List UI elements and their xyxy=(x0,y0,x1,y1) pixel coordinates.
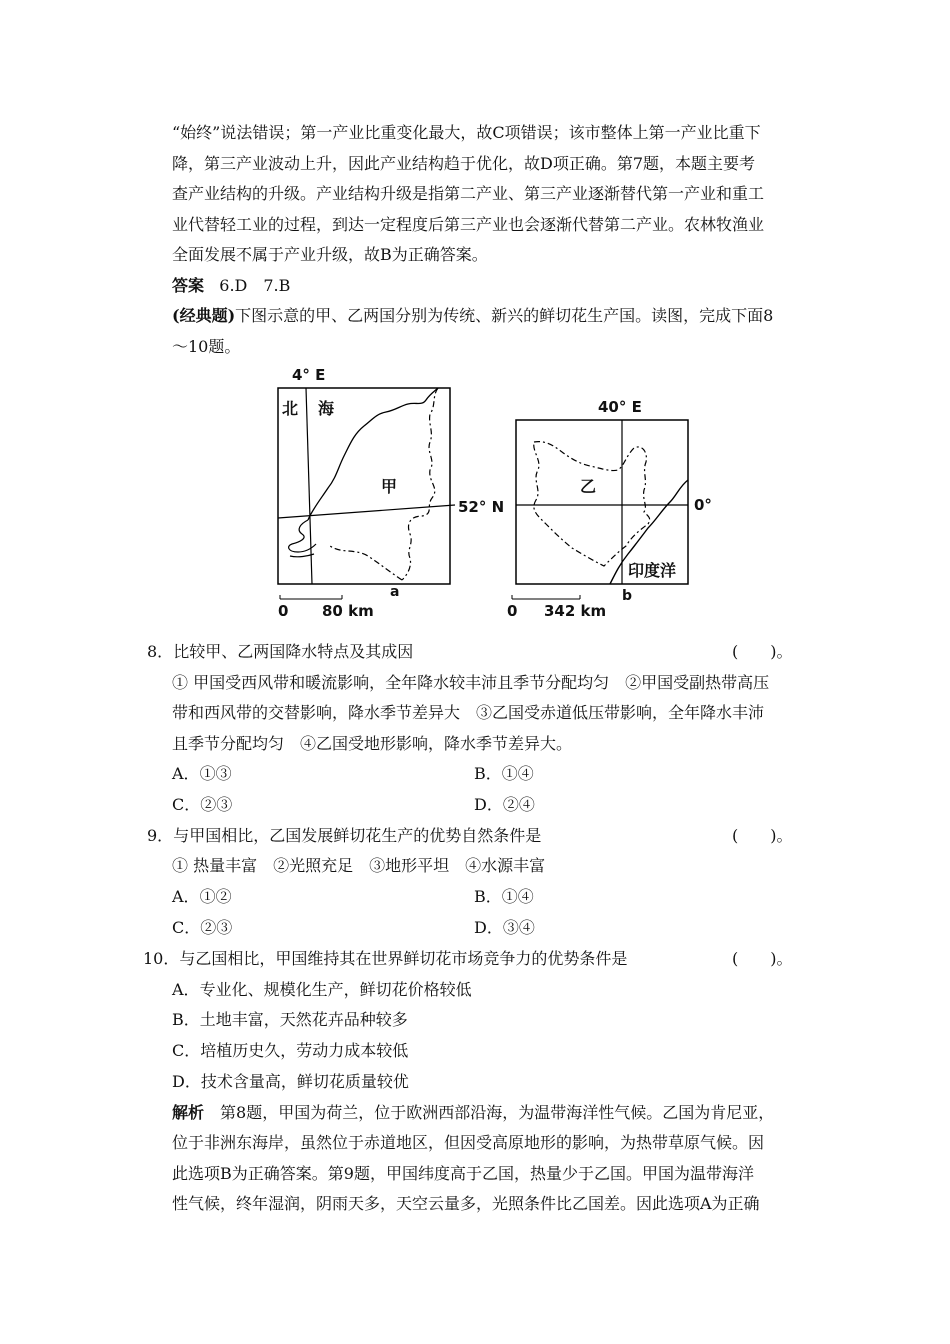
map-a-delta xyxy=(289,520,316,557)
intro-line-2: ～10题。 xyxy=(172,337,241,356)
question-statement: 带和西风带的交替影响，降水季节差异大 ③乙国受赤道低压带影响，全年降水丰沛 xyxy=(172,703,765,722)
prev-explanation-line: 业代替轻工业的过程，到达一定程度后第三产业也会逐渐代替第二产业。农林牧渔业 xyxy=(172,215,765,234)
question-8 xyxy=(147,642,413,662)
question-statement: 且季节分配均匀 ④乙国受地形影响，降水季节差异大。 xyxy=(172,734,573,753)
option-c: C．培植历史久，劳动力成本较低 xyxy=(172,1041,409,1060)
map-a-sea-label-1: 北 xyxy=(282,399,299,418)
option-c: C．②③ xyxy=(172,795,233,814)
question-number: 10． xyxy=(143,949,180,968)
analysis-line: 此选项B为正确答案。第9题，甲国纬度高于乙国，热量少于乙国。甲国为温带海洋 xyxy=(172,1164,754,1183)
map-b-ocean-label: 印度洋 xyxy=(628,561,677,580)
question-statement: ① 甲国受西风带和暖流影响，全年降水较丰沛且季节分配均匀 ②甲国受副热带高压 xyxy=(172,673,770,692)
map-a-border xyxy=(402,388,438,580)
option-d: D．③④ xyxy=(474,918,535,937)
map-b-country-label: 乙 xyxy=(580,477,597,496)
map-a-lon-label: 4° E xyxy=(292,366,326,384)
map-a-lat-label: 52° N xyxy=(458,498,505,516)
analysis-label: 解析 xyxy=(172,1103,205,1122)
intro-line xyxy=(172,306,773,326)
question-stem: 与乙国相比，甲国维持其在世界鲜切花市场竞争力的优势条件是 xyxy=(179,949,628,968)
map-b-scale-value: 342 km xyxy=(544,602,607,620)
analysis-line: 性气候，终年湿润，阴雨天多，天空云量多，光照条件比乙国差。因此选项A为正确 xyxy=(172,1194,760,1213)
map-a-country-label: 甲 xyxy=(381,477,398,496)
answer-paren: ( )。 xyxy=(732,826,793,845)
option-c: C．②③ xyxy=(172,918,233,937)
map-b-scale-zero: 0 xyxy=(507,602,518,620)
map-a-border-south xyxy=(330,546,402,580)
analysis-line: 位于非洲东海岸，虽然位于赤道地区，但因受高原地形的影响，为热带草原气候。因 xyxy=(172,1133,765,1152)
question-stem: 比较甲、乙两国降水特点及其成因 xyxy=(173,642,414,661)
answer-paren: ( )。 xyxy=(732,642,793,661)
option-a: A．专业化、规模化生产，鲜切花价格较低 xyxy=(172,980,472,999)
map-a-caption: a xyxy=(390,584,400,600)
intro-text: 下图示意的甲、乙两国分别为传统、新兴的鲜切花生产国。读图，完成下面8 xyxy=(235,306,774,325)
answer-line xyxy=(172,276,290,296)
answer-label: 答案 xyxy=(172,276,205,295)
question-10 xyxy=(143,949,627,969)
prev-explanation-line: 查产业结构的升级。产业结构升级是指第二产业、第三产业逐渐替代第一产业和重工 xyxy=(172,184,765,203)
option-d: D．技术含量高，鲜切花质量较优 xyxy=(172,1072,409,1091)
map-b-lon-label: 40° E xyxy=(598,398,642,416)
option-b: B．①④ xyxy=(474,764,534,783)
analysis-line: 解析 第8题，甲国为荷兰，位于欧洲西部沿海，为温带海洋性气候。乙国为肯尼亚， xyxy=(172,1103,775,1122)
question-9 xyxy=(147,826,541,846)
option-b: B．①④ xyxy=(474,887,534,906)
map-a-scale-value: 80 km xyxy=(322,602,374,620)
option-b: B．土地丰富，天然花卉品种较多 xyxy=(172,1010,408,1029)
question-number: 8． xyxy=(147,642,174,661)
question-stem: 与甲国相比，乙国发展鲜切花生产的优势自然条件是 xyxy=(173,826,542,845)
map-b-lat-label: 0° xyxy=(694,496,712,514)
question-number: 9． xyxy=(147,826,174,845)
prev-explanation-line: 降，第三产业波动上升，因此产业结构趋于优化，故D项正确。第7题，本题主要考 xyxy=(172,154,756,173)
intro-tag: (经典题) xyxy=(172,306,236,325)
map-a-sea-label-2: 海 xyxy=(318,399,335,418)
option-a: A．①② xyxy=(172,887,232,906)
answer-value: 6.D 7.B xyxy=(219,276,291,295)
option-a: A．①③ xyxy=(172,764,232,783)
option-d: D．②④ xyxy=(474,795,535,814)
map-b-border xyxy=(534,442,650,566)
prev-explanation-line: “始终”说法错误；第一产业比重变化最大，故C项错误；该市整体上第一产业比重下 xyxy=(172,123,761,142)
maps-figure xyxy=(250,360,730,630)
map-b-caption: b xyxy=(622,588,633,604)
map-a-scale-zero: 0 xyxy=(278,602,289,620)
answer-paren: ( )。 xyxy=(732,949,793,968)
question-statement: ① 热量丰富 ②光照充足 ③地形平坦 ④水源丰富 xyxy=(172,856,546,875)
prev-explanation-line: 全面发展不属于产业升级，故B为正确答案。 xyxy=(172,245,488,264)
